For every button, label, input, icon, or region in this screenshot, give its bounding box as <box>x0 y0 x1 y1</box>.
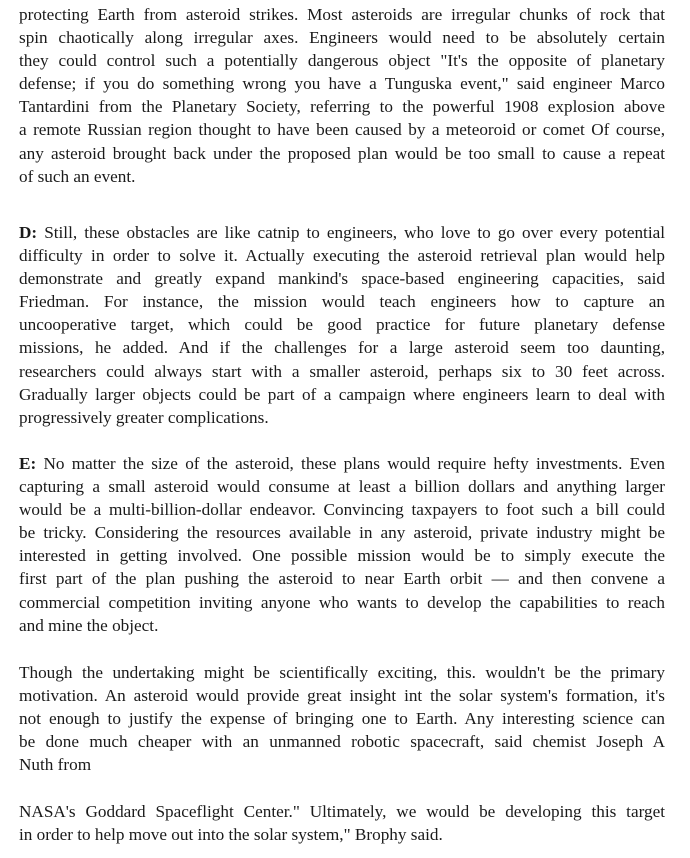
text-line: be done much cheaper with an unmanned robotic spacecraft, said chemist Joseph A <box>19 732 665 752</box>
text-run: Still, these obstacles are like catnip to engineers, who love to go over every potential <box>37 223 665 242</box>
text-line: capturing a small asteroid would consume at least a billion dollars and anything larger <box>19 477 665 497</box>
text-line: interested in getting involved. One possible mission would be to simply execute the <box>19 546 665 566</box>
text-line: Tantardini from the Planetary Society, referring to the powerful 1908 explosion above <box>19 97 665 117</box>
paragraph-label: E: <box>19 454 37 473</box>
text-line: commercial competition inviting anyone who wants to develop the capabilities to reach <box>19 592 665 612</box>
paragraph-planetary-defense <box>19 3 665 188</box>
text-line: progressively greater complications. <box>19 407 269 427</box>
text-line: in order to help move out into the solar system," Brophy said. <box>19 825 443 845</box>
text-line: protecting Earth from asteroid strikes. Most asteroids are irregular chunks of rock that <box>19 5 665 24</box>
text-line <box>19 452 665 475</box>
text-line: not enough to justify the expense of bringing one to Earth. Any interesting science can <box>19 709 665 729</box>
text-line: Friedman. For instance, the mission would teach engineers how to capture an <box>19 292 665 312</box>
text-line: of such an event. <box>19 166 136 186</box>
text-line: uncooperative target, which could be good practice for future planetary defense <box>19 315 665 335</box>
text-line: they could control such a potentially dangerous object "It's the opposite of planetary <box>19 51 665 71</box>
text-line: Nuth from <box>19 755 92 775</box>
paragraph-e <box>19 452 665 637</box>
text-run: No matter the size of the asteroid, these plans would require hefty investments. Even <box>36 454 665 473</box>
text-line: Gradually larger objects could be part of a campaign where engineers learn to deal with <box>19 384 665 404</box>
text-line <box>19 221 665 244</box>
text-line: spin chaotically along irregular axes. Engineers would need to be absolutely certain <box>19 28 665 48</box>
text-line: would be a multi-billion-dollar endeavor. Convincing taxpayers to foot such a bill could <box>19 500 665 520</box>
paragraph-d <box>19 221 665 429</box>
text-line: first part of the plan pushing the asteroid to near Earth orbit — and then convene a <box>19 569 665 589</box>
text-line: be tricky. Considering the resources available in any asteroid, private industry might be <box>19 523 665 543</box>
paragraph-brophy-quote <box>19 800 665 846</box>
text-line: demonstrate and greatly expand mankind's space-based engineering capacities, said <box>19 269 665 289</box>
text-line: any asteroid brought back under the proposed plan would be too small to cause a repeat <box>19 143 665 163</box>
text-line: difficulty in order to solve it. Actually executing the asteroid retrieval plan would help <box>19 246 665 266</box>
text-line: motivation. An asteroid would provide great insight int the solar system's formation, it's <box>19 686 665 706</box>
text-line: missions, he added. And if the challenges for a large asteroid seem too daunting, <box>19 338 665 358</box>
text-line: NASA's Goddard Spaceflight Center." Ultimately, we would be developing this target <box>19 802 665 821</box>
text-line: Though the undertaking might be scientifically exciting, this. wouldn't be the primary <box>19 663 665 682</box>
text-line: and mine the object. <box>19 615 159 635</box>
text-line: researchers could always start with a smaller asteroid, perhaps six to 30 feet across. <box>19 361 665 381</box>
text-line: a remote Russian region thought to have been caused by a meteoroid or comet Of course, <box>19 120 665 140</box>
text-line: defense; if you do something wrong you have a Tunguska event," said engineer Marco <box>19 74 665 94</box>
paragraph-scientific-motivation <box>19 661 665 776</box>
paragraph-label: D: <box>19 223 38 242</box>
